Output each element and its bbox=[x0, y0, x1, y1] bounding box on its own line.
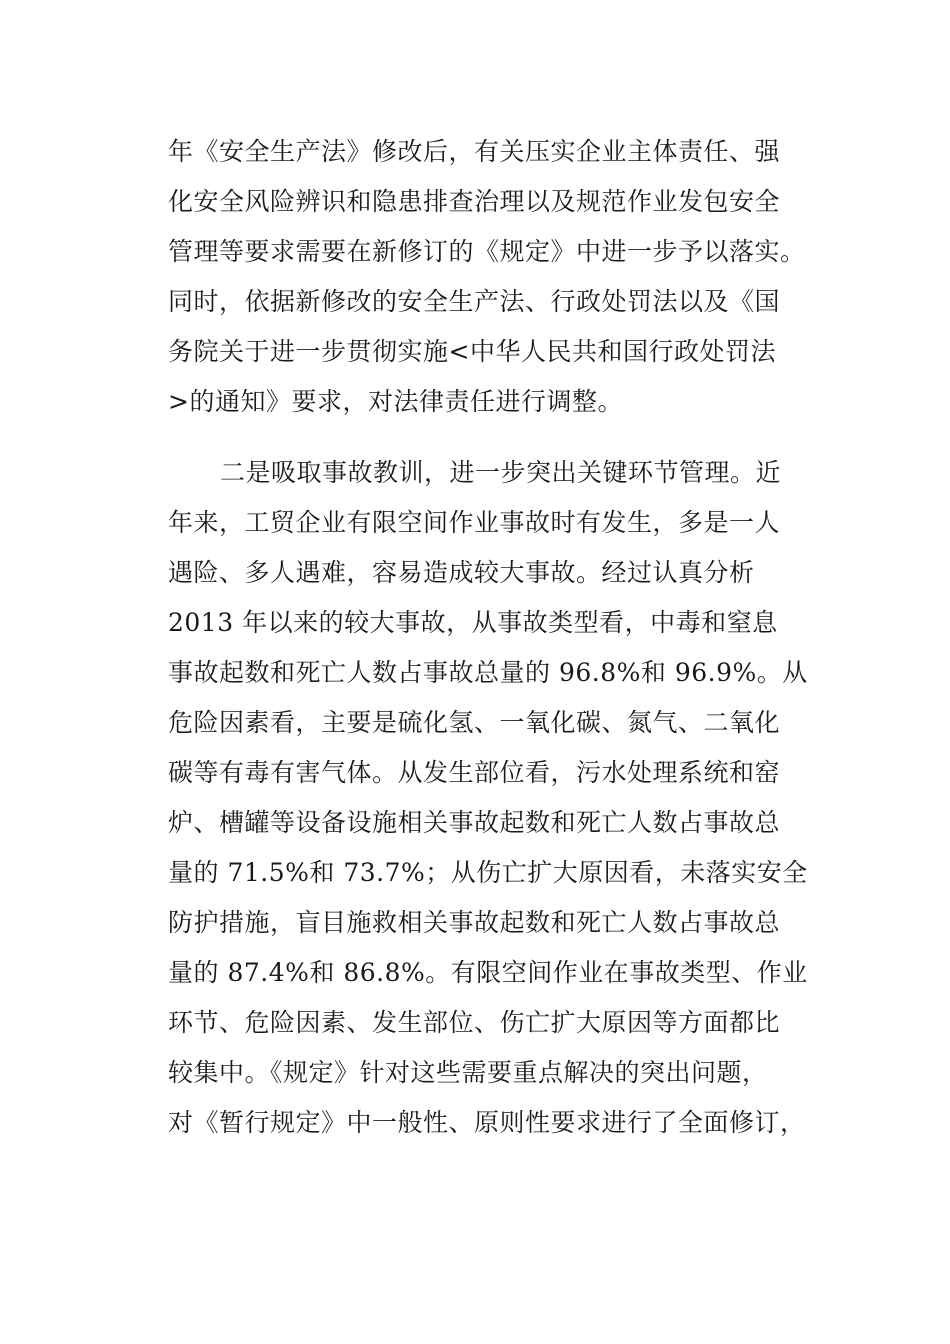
paragraph-line: 同时，依据新修改的安全生产法、行政处罚法以及《国 bbox=[168, 287, 781, 316]
paragraph-line: 二是吸取事故教训，进一步突出关键环节管理。近 bbox=[220, 458, 782, 487]
paragraph-line: 年来，工贸企业有限空间作业事故时有发生，多是一人 bbox=[168, 508, 781, 537]
paragraph-line: 年《安全生产法》修改后，有关压实企业主体责任、强 bbox=[168, 137, 781, 166]
paragraph-line: 防护措施，盲目施救相关事故起数和死亡人数占事故总 bbox=[168, 908, 781, 937]
paragraph-line: 较集中。《规定》针对这些需要重点解决的突出问题， bbox=[168, 1058, 768, 1087]
paragraph-line: 2013 年以来的较大事故，从事故类型看，中毒和窒息 bbox=[168, 608, 778, 637]
paragraph-line: 量的 71.5%和 73.7%；从伤亡扩大原因看，未落实安全 bbox=[168, 858, 808, 887]
paragraph-line: 务院关于进一步贯彻实施<中华人民共和国行政处罚法 bbox=[168, 337, 776, 366]
paragraph-line: 事故起数和死亡人数占事故总量的 96.8%和 96.9%。从 bbox=[168, 658, 808, 687]
paragraph-line: 对《暂行规定》中一般性、原则性要求进行了全面修订， bbox=[168, 1108, 806, 1137]
paragraph-line: >的通知》要求，对法律责任进行调整。 bbox=[168, 387, 623, 416]
paragraph-2 bbox=[168, 448, 808, 1148]
paragraph-line: 管理等要求需要在新修订的《规定》中进一步予以落实。 bbox=[168, 237, 806, 266]
paragraph-line: 遇险、多人遇难，容易造成较大事故。经过认真分析 bbox=[168, 558, 755, 587]
paragraph-line: 环节、危险因素、发生部位、伤亡扩大原因等方面都比 bbox=[168, 1008, 781, 1037]
paragraph-line: 危险因素看，主要是硫化氢、一氧化碳、氮气、二氧化 bbox=[168, 708, 781, 737]
paragraph-line: 化安全风险辨识和隐患排查治理以及规范作业发包安全 bbox=[168, 187, 781, 216]
paragraph-line: 碳等有毒有害气体。从发生部位看，污水处理系统和窑 bbox=[168, 758, 781, 787]
paragraph-1 bbox=[168, 127, 808, 427]
paragraph-line: 量的 87.4%和 86.8%。有限空间作业在事故类型、作业 bbox=[168, 958, 808, 987]
paragraph-line: 炉、槽罐等设备设施相关事故起数和死亡人数占事故总 bbox=[168, 808, 781, 837]
